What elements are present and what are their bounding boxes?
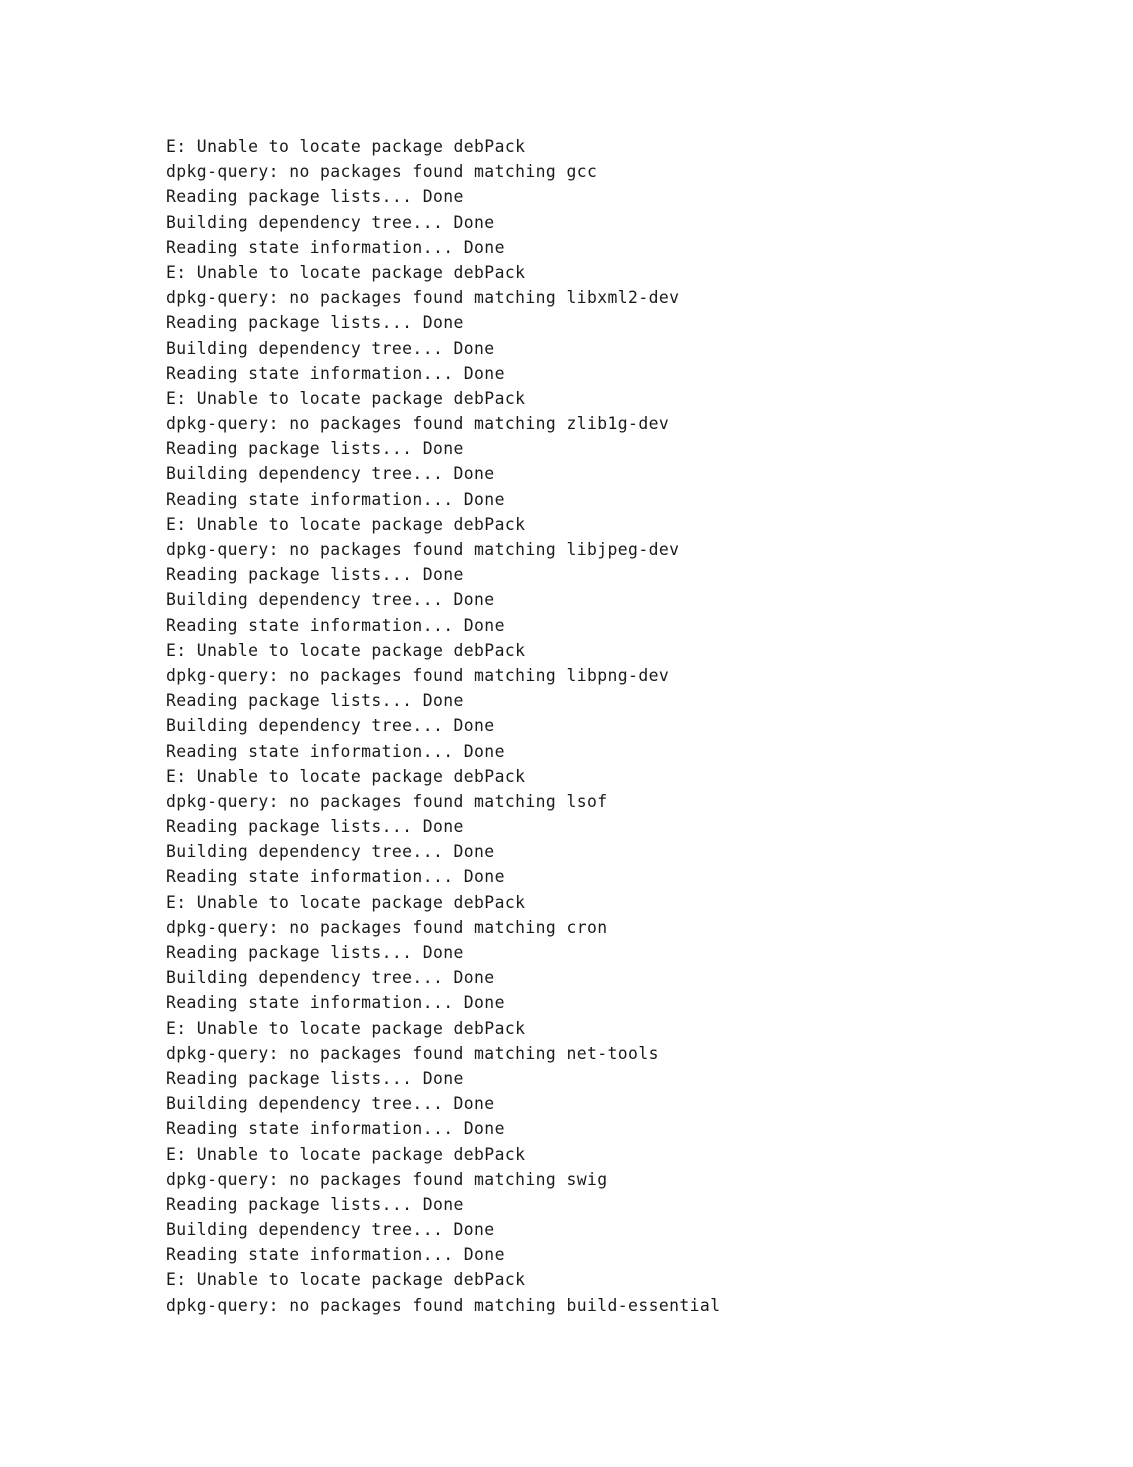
log-line: dpkg-query: no packages found matching libxml2-dev [166,288,680,308]
log-line: Reading state information... Done [166,1119,505,1139]
log-line: Reading package lists... Done [166,565,464,585]
log-line: dpkg-query: no packages found matching gcc [166,162,598,182]
log-line: Reading package lists... Done [166,817,464,837]
log-line: Reading state information... Done [166,993,505,1013]
log-line: Reading package lists... Done [166,187,464,207]
log-line: Reading package lists... Done [166,943,464,962]
log-line: Reading package lists... Done [166,1194,464,1214]
log-line: Reading package lists... Done [166,439,464,459]
log-line: Building dependency tree... Done [166,968,495,988]
log-line: Reading state information... Done [166,237,505,257]
log-line: Reading state information... Done [166,363,505,383]
log-line: E: Unable to locate package debPack [166,640,526,660]
terminal-log [166,134,720,1318]
log-line: Reading state information... Done [166,489,505,509]
log-line: dpkg-query: no packages found matching libpng-dev [166,665,670,685]
log-line: E: Unable to locate package debPack [166,766,526,786]
log-line: E: Unable to locate package debPack [166,514,526,534]
log-line: Reading state information... Done [166,1245,505,1265]
log-line: E: Unable to locate package debPack [166,1144,526,1164]
log-line: Reading package lists... Done [166,313,464,333]
log-line: Reading package lists... Done [166,691,464,711]
log-line: E: Unable to locate package debPack [166,388,526,408]
log-line: E: Unable to locate package debPack [166,262,526,282]
log-line: E: Unable to locate package debPack [166,1270,526,1290]
log-line: Building dependency tree... Done [166,212,495,232]
log-line: Building dependency tree... Done [166,1220,495,1240]
log-line: Reading state information... Done [166,615,505,635]
log-line: Building dependency tree... Done [166,590,495,610]
log-line: Building dependency tree... Done [166,338,495,358]
log-line: dpkg-query: no packages found matching build-essential [166,1295,721,1315]
log-line: Building dependency tree... Done [166,716,495,736]
log-line: Building dependency tree... Done [166,1094,495,1114]
log-line: dpkg-query: no packages found matching lsof [166,791,608,811]
log-line: Reading state information... Done [166,867,505,887]
log-line: Building dependency tree... Done [166,464,495,484]
log-line: Reading state information... Done [166,741,505,761]
log-line: dpkg-query: no packages found matching swig [166,1169,608,1189]
log-line: Reading package lists... Done [166,1068,464,1088]
log-line: dpkg-query: no packages found matching zlib1g-dev [166,414,670,434]
log-line: E: Unable to locate package debPack [166,137,526,156]
log-line: dpkg-query: no packages found matching net-tools [166,1043,659,1063]
log-line: Building dependency tree... Done [166,842,495,862]
log-line: dpkg-query: no packages found matching libjpeg-dev [166,540,680,559]
log-line: E: Unable to locate package debPack [166,892,526,912]
log-line: E: Unable to locate package debPack [166,1018,526,1038]
log-line: dpkg-query: no packages found matching cron [166,917,608,937]
